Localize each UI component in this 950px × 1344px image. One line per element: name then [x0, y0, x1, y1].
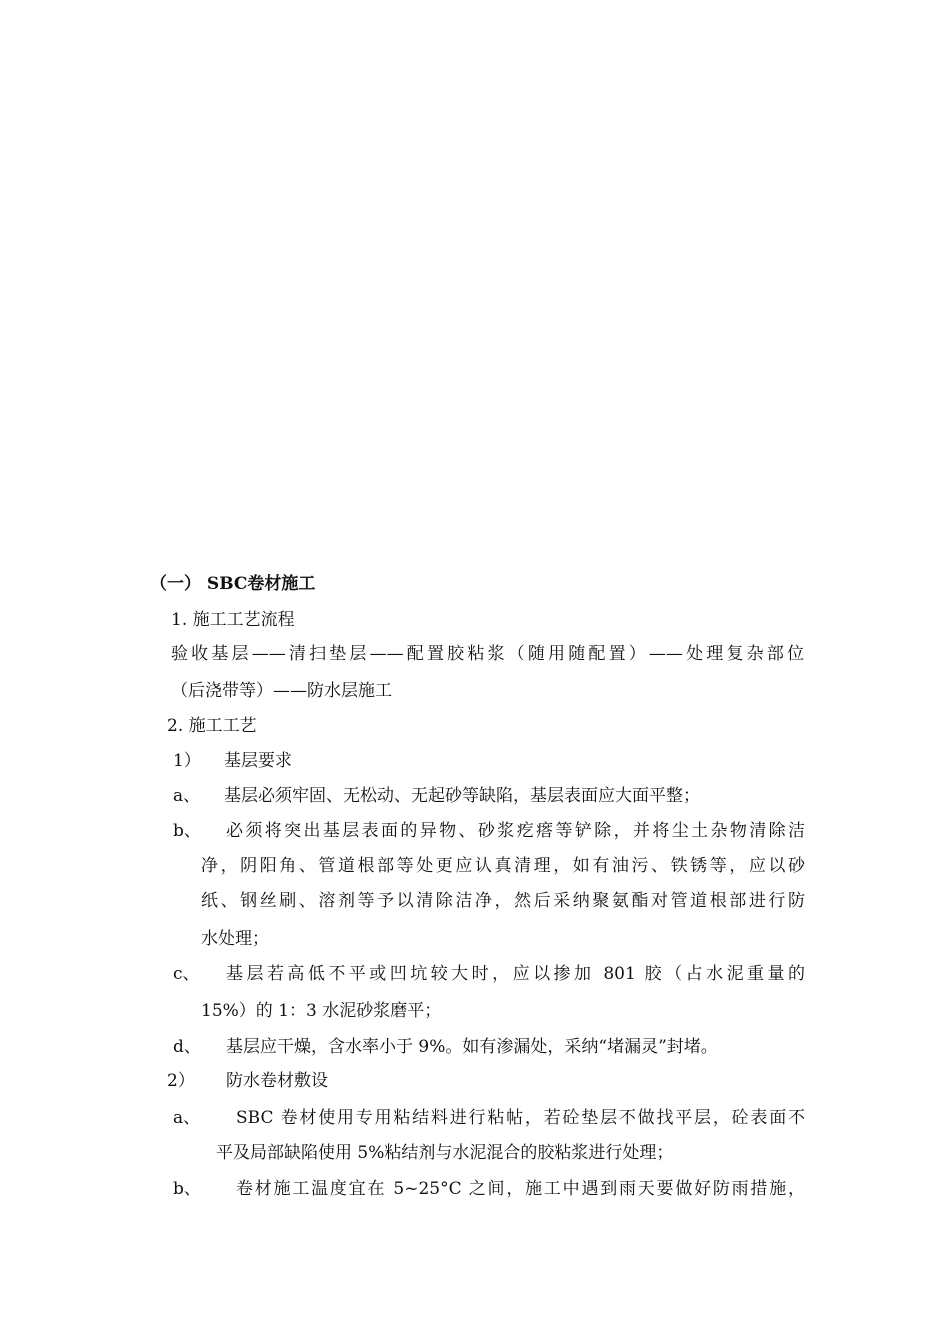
item2-heading: 2. 施工工艺: [167, 716, 257, 736]
d1-text: 基层应干燥，含水率小于 9%。如有渗漏处，采纳“堵漏灵”封堵。: [226, 1037, 718, 1057]
item1-flow-line1: 验收基层——清扫垫层——配置胶粘浆（随用随配置）——处理复杂部位: [171, 644, 804, 664]
a2-line1: SBC 卷材使用专用粘结料进行粘帖，若砼垫层不做找平层，砼表面不: [236, 1108, 805, 1128]
b1-line3: 纸、钢丝刷、溶剂等予以清除洁净，然后采纳聚氨酯对管道根部进行防: [201, 891, 805, 911]
sub1-heading: 基层要求: [224, 751, 292, 771]
c1-line2: 15%）的 1：3 水泥砂浆磨平；: [201, 1001, 442, 1021]
b1-line1: 必须将突出基层表面的异物、砂浆疙瘩等铲除，并将尘土杂物清除洁: [226, 821, 805, 841]
sub1-marker: 1）: [173, 751, 201, 771]
c1-line1: 基层若高低不平或凹坑较大时，应以掺加 801 胶（占水泥重量的: [226, 964, 805, 984]
a2-marker: a、: [173, 1108, 201, 1128]
b2-marker: b、: [173, 1179, 201, 1199]
b2-line1: 卷材施工温度宜在 5~25°C 之间，施工中遇到雨天要做好防雨措施，: [236, 1179, 805, 1199]
section-title: （一） SBC卷材施工: [150, 574, 316, 594]
c1-marker: c、: [173, 964, 200, 984]
a1-text: 基层必须牢固、无松动、无起砂等缺陷，基层表面应大面平整；: [224, 786, 700, 806]
a2-line2: 平及局部缺陷使用 5%粘结剂与水泥混合的胶粘浆进行处理；: [216, 1143, 674, 1163]
b1-marker: b、: [173, 821, 201, 841]
item1-flow-line2: （后浇带等）——防水层施工: [171, 681, 392, 701]
d1-marker: d、: [173, 1037, 201, 1057]
b1-line4: 水处理；: [201, 929, 269, 949]
sub2-heading: 防水卷材敷设: [226, 1071, 328, 1091]
a1-marker: a、: [173, 786, 201, 806]
item1-heading: 1. 施工工艺流程: [171, 610, 295, 630]
b1-line2: 净，阴阳角、管道根部等处更应认真清理，如有油污、铁锈等，应以砂: [201, 856, 805, 876]
sub2-marker: 2）: [167, 1071, 195, 1091]
